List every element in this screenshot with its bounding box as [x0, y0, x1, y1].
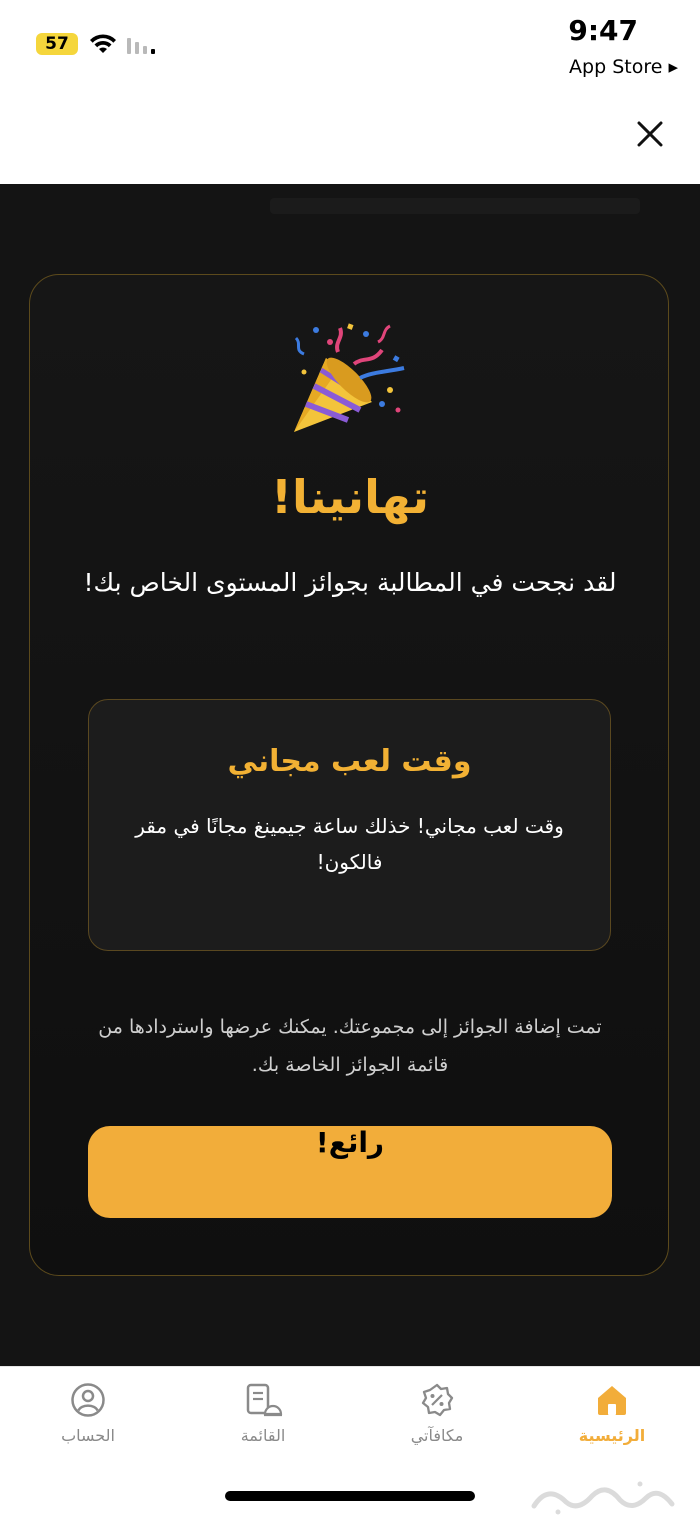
- home-icon: [594, 1382, 630, 1418]
- tab-rewards-label: مكافآتي: [410, 1426, 464, 1445]
- background-placeholder: [270, 198, 640, 214]
- cellular-signal-icon: [126, 34, 158, 54]
- battery-indicator: 57: [36, 33, 78, 55]
- modal-title: تهانينا!: [271, 470, 429, 524]
- tab-rewards[interactable]: [367, 1378, 507, 1458]
- home-indicator: [225, 1491, 475, 1501]
- badge-percent-icon: [419, 1382, 455, 1418]
- reward-title: وقت لعب مجاني: [227, 744, 472, 779]
- reward-description: وقت لعب مجاني! خذلك ساعة جيمينغ مجانًا في مقر فالكون!: [135, 814, 564, 874]
- status-time: 9:47: [568, 14, 638, 47]
- back-to-app-link[interactable]: App Store ▸: [569, 56, 678, 78]
- person-circle-icon: [70, 1382, 106, 1418]
- modal-subtitle: لقد نجحت في المطالبة بجوائز المستوى الخاص بك!: [83, 568, 617, 597]
- menu-list-icon: [243, 1382, 283, 1418]
- wifi-icon: [88, 32, 118, 56]
- watermark-logo: [528, 1478, 678, 1515]
- close-icon[interactable]: [628, 112, 672, 156]
- tab-account[interactable]: [18, 1378, 158, 1458]
- tab-menu-label: القائمة: [240, 1426, 286, 1445]
- party-popper-icon: [286, 320, 408, 440]
- great-button[interactable]: رائع!: [88, 1126, 612, 1218]
- tab-account-label: الحساب: [61, 1426, 115, 1445]
- tab-home[interactable]: [542, 1378, 682, 1458]
- status-bar: [0, 0, 700, 90]
- info-text: تمت إضافة الجوائز إلى مجموعتك. يمكنك عرضها واستردادها من قائمة الجوائز الخاصة بك.: [98, 1016, 602, 1076]
- tab-menu[interactable]: [193, 1378, 333, 1458]
- tab-home-label: الرئيسية: [578, 1426, 646, 1445]
